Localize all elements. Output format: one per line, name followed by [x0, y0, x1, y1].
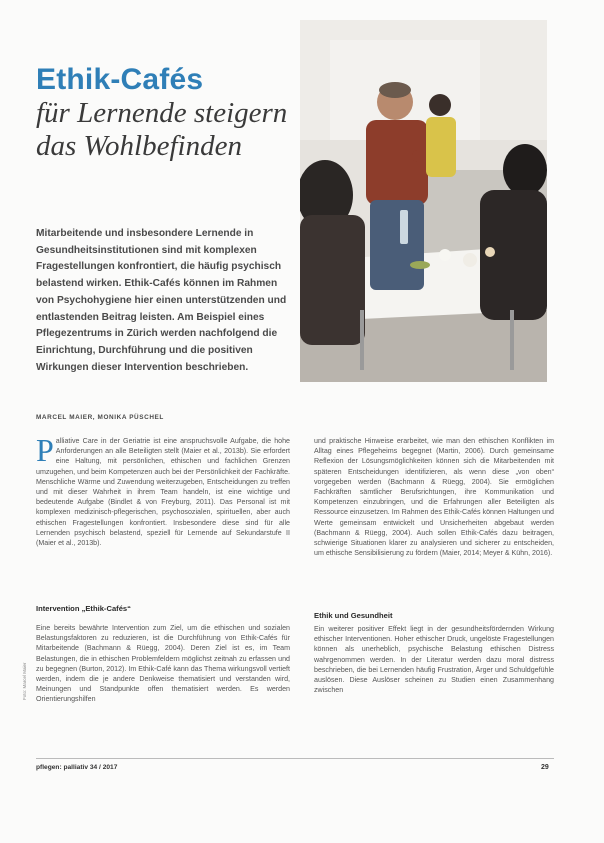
- article-photo: [300, 20, 547, 382]
- photo-credit: Foto: Marcel Maier: [22, 662, 27, 700]
- intervention-paragraph: Eine bereits bewährte Intervention zum Ziel, um die ethischen und sozialen Belastungsfaktoren zu reduzieren, ist die Durchführung von Ethik-Cafés für Mitarbeitende (Bachmann & Rüegg, 2004). Deren Ziel ist es, im Team Belastungen, die in ethischen Problemfeldern möglichst zeitnah zu erfassen und zu begegnen (Burton, 2012). Im Ethik-Café kann das Thema wirkungsvoll vertieft werden, indem die je andere Denkweise thematisiert und verstanden wird, Meinungen und Standpunkte offen thematisiert werden. Es werden Orientierungshilfen: [36, 624, 290, 704]
- page-number: 29: [541, 764, 549, 771]
- subhead-intervention: Intervention „Ethik-Cafés“: [36, 604, 131, 613]
- right-paragraph: und praktische Hinweise erarbeitet, wie man den ethischen Konflikten im Alltag eines Pflegeheims begegnet (Martin, 2006). Durch gemeinsame Reflexion der Lösungsmöglichkeiten können sich die Mitarbeitenden mit späteren Entscheidungen identifizieren, als wenn diese „von oben“ vorgegeben werden (Bachmann & Rüegg, 2004). Sie ermöglichen Fachkräften sämtlicher Berufsrichtungen, ihre Kommunikation und Kompetenzen einzubringen, und die Erfahrungen aller Beteiligten als Ressource einzusetzen. Im Rahmen des Ethik-Cafés können Haltungen und Werte gemeinsam entwickelt und Unsicherheiten abgebaut werden (Bachmann & Rüegg, 2004). Auch sollen Ethik-Cafés dazu beitragen, schwierige Situationen klarer zu analysieren und sicherer zu entscheiden, um ethische Sensibilisierung zu fördern (Maier, 2014; Meyer & Kühn, 2016).: [314, 437, 554, 558]
- author-byline: MARCEL MAIER, MONIKA PÜSCHEL: [36, 414, 164, 421]
- health-paragraph: Ein weiterer positiver Effekt liegt in der gesundheitsfördernden Wirkung ethischer Interventionen. Hoher ethischer Druck, ungelöste Fragestellungen können als unerheblich, psychische Belastung ethischen Distress wahrgenommen werden. In der Literatur werden dazu moral distress beschrieben, die bei Lernenden häufig Frustration, Ärger und Schuldgefühle auslösen. Diese Auslöser scheinen zu Studien einen Zusammenhang zwischen: [314, 625, 554, 695]
- body-column-left-after: [36, 623, 290, 705]
- intro-text: alliative Care in der Geriatrie ist eine anspruchsvolle Aufgabe, die hohe Anforderungen an alle Beteiligten stellt (Maier et al., 2013b). Sie erfordert eine Haltung, mit persönlichen, ethischen und fachlichen Grenzen umzugehen, und beim Kompetenzen auch bei der Persönlichkeit der Fachkräfte. Menschliche Wärme und Zuwendung weiterzugeben, Entscheidungen zu treffen und mit dieser Wahrheit in ihrem Team handeln, ist eine wichtige und bedeutende Aufgabe (Bindlet & von Freyburg, 2011). Das Personal ist mit komplexen medizinisch-pflegerischen, psychosozialen, spirituellen, aber auch ethischen Fragestellungen konfrontiert. Insbesondere diese sind für alle Lernenden psychisch belastend, speziell für Lernende auf Sekundarstufe II (Maier et al., 2013b).: [36, 437, 290, 548]
- drop-cap: P: [36, 432, 54, 468]
- footer-divider: [36, 758, 554, 759]
- photo-illustration: [300, 20, 547, 382]
- intro-paragraph: [36, 432, 290, 548]
- headline-main: Ethik-Cafés: [36, 63, 204, 96]
- subhead-ethik-gesundheit: Ethik und Gesundheit: [314, 611, 393, 620]
- lead-paragraph: Mitarbeitende und insbesondere Lernende in Gesundheitsinstitutionen sind mit komplexen Fragestellungen konfrontiert, die häufig psychisch belastend wirken. Ethik-Cafés können im Rahmen von Psychohygiene hier einen unterstützenden und entlastenden Beitrag leisten. Am Beispiel eines Pflegezentrums in Zürich werden nachfolgend die Einrichtung, Durchführung und die positiven Wirkungen dieser Intervention beschrieben.: [36, 228, 287, 373]
- body-column-right-intro: [314, 436, 554, 558]
- headline-sub: für Lernende steigern das Wohlbefinden: [36, 97, 288, 162]
- body-column-right-after: [314, 624, 554, 695]
- footer-journal: pflegen: palliativ 34 / 2017: [36, 764, 118, 771]
- body-column-left-intro: [36, 432, 290, 548]
